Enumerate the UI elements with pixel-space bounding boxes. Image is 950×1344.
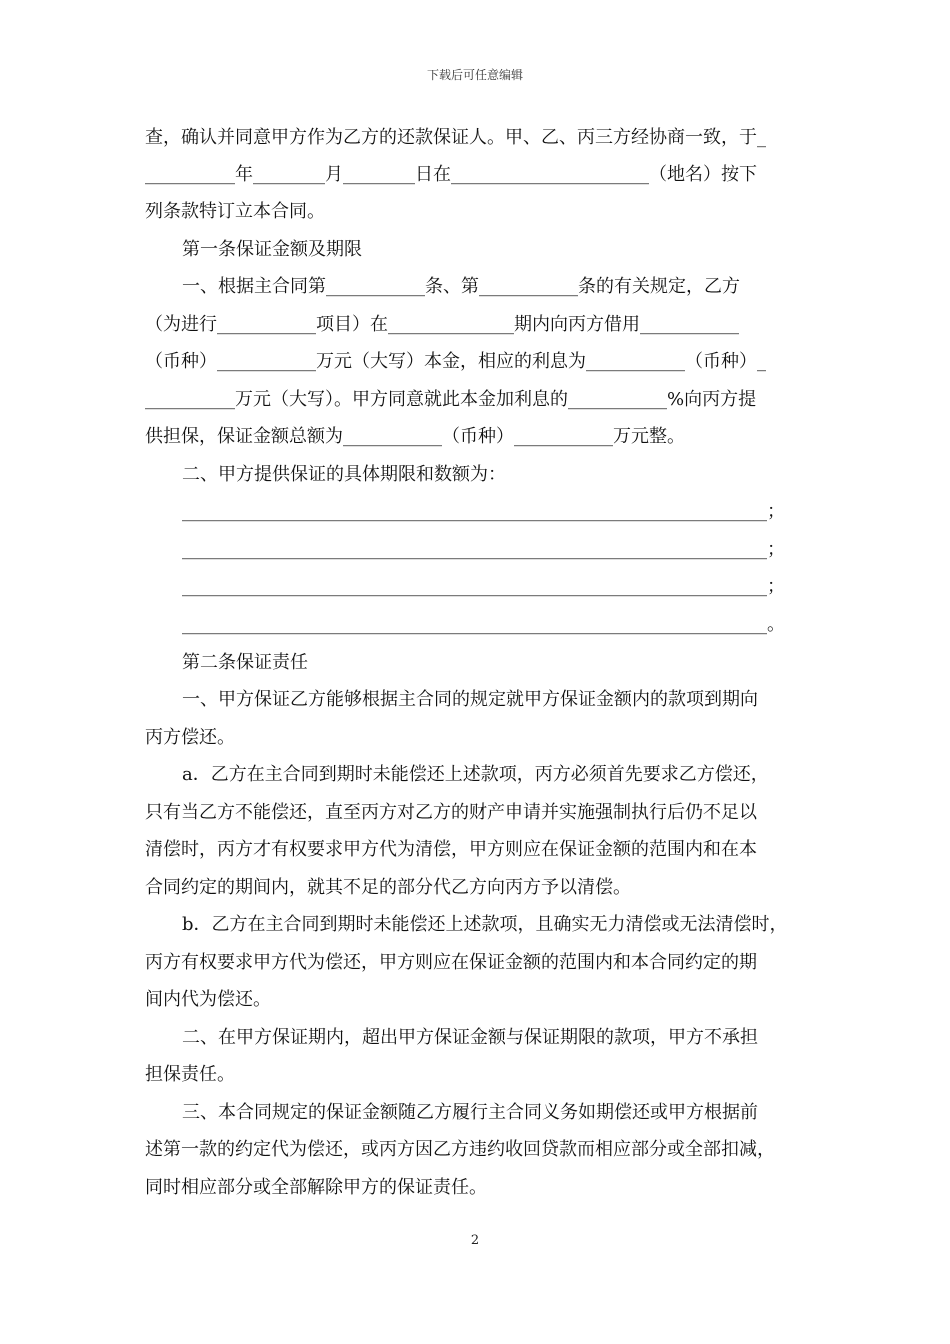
text-line: 述第一款的约定代为偿还，或丙方因乙方违约收回贷款而相应部分或全部扣减， bbox=[145, 1139, 775, 1160]
text-line: 二、甲方提供保证的具体期限和数额为： bbox=[182, 464, 506, 485]
text-line: 丙方偿还。 bbox=[145, 727, 235, 748]
text-line: （为进行___________项目）在______________期内向丙方借用___________ bbox=[145, 314, 739, 335]
blank-line: _________________________________________________________________。 bbox=[182, 614, 785, 635]
text-line: 同时相应部分或全部解除甲方的保证责任。 bbox=[145, 1177, 487, 1198]
text-line: 二、在甲方保证期内，超出甲方保证金额与保证期限的款项，甲方不承担 bbox=[182, 1027, 758, 1048]
blank-line: _________________________________________________________________； bbox=[182, 576, 785, 597]
text-line: 担保责任。 bbox=[145, 1064, 235, 1085]
text-line: 查，确认并同意甲方作为乙方的还款保证人。甲、乙、丙三方经协商一致，于_ bbox=[145, 127, 766, 148]
text-line: __________年________月________日在______________________（地名）按下 bbox=[145, 164, 757, 185]
section-heading: 第一条保证金额及期限 bbox=[182, 239, 362, 260]
section-heading: 第二条保证责任 bbox=[182, 652, 308, 673]
text-line: 间内代为偿还。 bbox=[145, 989, 271, 1010]
text-line: __________万元（大写）。甲方同意就此本金加利息的___________%向丙方提 bbox=[145, 389, 757, 410]
text-line: 列条款特订立本合同。 bbox=[145, 201, 325, 222]
text-line: 只有当乙方不能偿还，直至丙方对乙方的财产申请并实施强制执行后仍不足以 bbox=[145, 802, 757, 823]
text-line: （币种）___________万元（大写）本金，相应的利息为___________（币种）_ bbox=[145, 351, 766, 372]
text-line: b．乙方在主合同到期时未能偿还上述款项，且确实无力清偿或无法清偿时， bbox=[182, 914, 788, 935]
text-line: a．乙方在主合同到期时未能偿还上述款项，丙方必须首先要求乙方偿还， bbox=[182, 764, 769, 785]
page-header: 下载后可任意编辑 bbox=[426, 68, 523, 82]
text-line: 一、甲方保证乙方能够根据主合同的规定就甲方保证金额内的款项到期向 bbox=[182, 689, 758, 710]
blank-line: _________________________________________________________________； bbox=[182, 539, 785, 560]
text-line: 一、根据主合同第___________条、第___________条的有关规定，乙方 bbox=[182, 276, 740, 297]
text-line: 合同约定的期间内，就其不足的部分代乙方向丙方予以清偿。 bbox=[145, 877, 631, 898]
blank-line: _________________________________________________________________； bbox=[182, 501, 785, 522]
text-line: 供担保，保证金额总额为___________（币种）___________万元整。 bbox=[145, 426, 685, 447]
text-line: 三、本合同规定的保证金额随乙方履行主合同义务如期偿还或甲方根据前 bbox=[182, 1102, 758, 1123]
page-number: 2 bbox=[470, 1233, 480, 1248]
text-line: 丙方有权要求甲方代为偿还，甲方则应在保证金额的范围内和本合同约定的期 bbox=[145, 952, 757, 973]
text-line: 清偿时，丙方才有权要求甲方代为清偿，甲方则应在保证金额的范围内和在本 bbox=[145, 839, 757, 860]
